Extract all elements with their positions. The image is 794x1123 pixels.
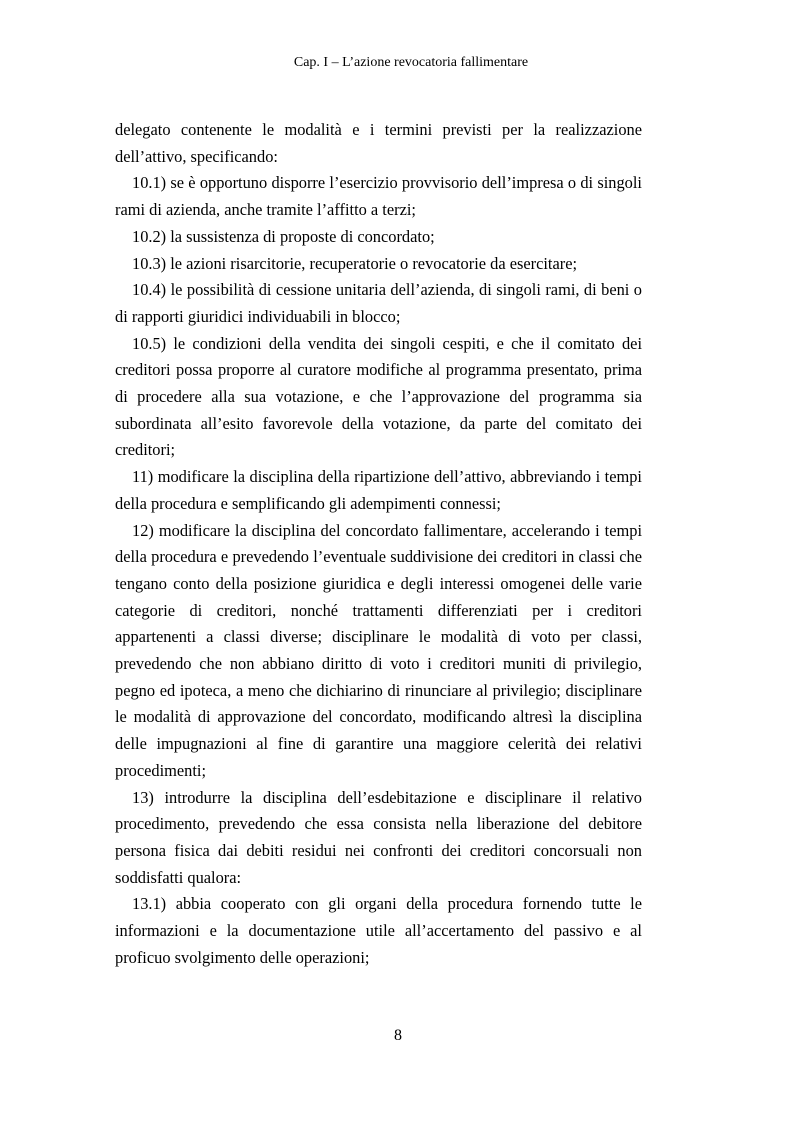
paragraph-item-10-3: 10.3) le azioni risarcitorie, recuperatorie o revocatorie da esercitare; — [132, 253, 578, 273]
paragraph-item-11: 11) modificare la disciplina della ripartizione dell’attivo, abbreviando i tempi della procedura e semplificando gli adempimenti connessi; — [115, 467, 642, 513]
paragraph-continuation: delegato contenente le modalità e i termini previsti per la realizzazione dell’attivo, specificando: — [115, 120, 642, 166]
paragraph-item-13-1: 13.1) abbia cooperato con gli organi della procedura fornendo tutte le informazioni e la documentazione utile all’accertamento del passivo e al proficuo svolgimento delle operazioni; — [115, 894, 642, 967]
paragraph-item-10-2: 10.2) la sussistenza di proposte di concordato; — [132, 226, 435, 246]
paragraph-item-10-4: 10.4) le possibilità di cessione unitaria dell’azienda, di singoli rami, di beni o di rapporti giuridici individuabili in blocco; — [115, 280, 642, 326]
paragraph-item-10-1: 10.1) se è opportuno disporre l’esercizio provvisorio dell’impresa o di singoli rami di azienda, anche tramite l’affitto a terzi; — [115, 173, 642, 220]
paragraph-item-13: 13) introdurre la disciplina dell’esdebitazione e disciplinare il relativo procedimento, prevedendo che essa consista nella liberazione del debitore persona fisica dai debiti residui nei confronti dei creditori concorsuali non soddisfatti qualora: — [115, 787, 642, 887]
body-text — [115, 117, 642, 972]
running-header: Cap. I – L’azione revocatoria fallimentare — [293, 55, 529, 70]
paragraph-item-12: 12) modificare la disciplina del concordato fallimentare, accelerando i tempi della procedura e prevedendo l’eventuale suddivisione dei creditori in classi che tengano conto della posizione giuridica e degli interessi omogenei delle varie categorie di creditori, nonché trattamenti differenziati per i creditori appartenenti a classi diverse; disciplinare le modalità di voto per classi, prevedendo che non abbiano diritto di voto i creditori muniti di privilegio, pegno ed ipoteca, a meno che dichiarino di rinunciare al privilegio; disciplinare le modalità di approvazione del concordato, modificando altresì la disciplina delle impugnazioni al fine di garantire una maggiore celerità dei relativi procedimenti; — [115, 520, 642, 780]
paragraph-item-10-5: 10.5) le condizioni della vendita dei singoli cespiti, e che il comitato dei creditori possa proporre al curatore modifiche al programma presentato, prima di procedere alla sua votazione, e che l’approvazione del programma sia subordinata all’esito favorevole della votazione, da parte del comitato dei creditori; — [115, 333, 642, 460]
page-number: 8 — [394, 1027, 402, 1044]
